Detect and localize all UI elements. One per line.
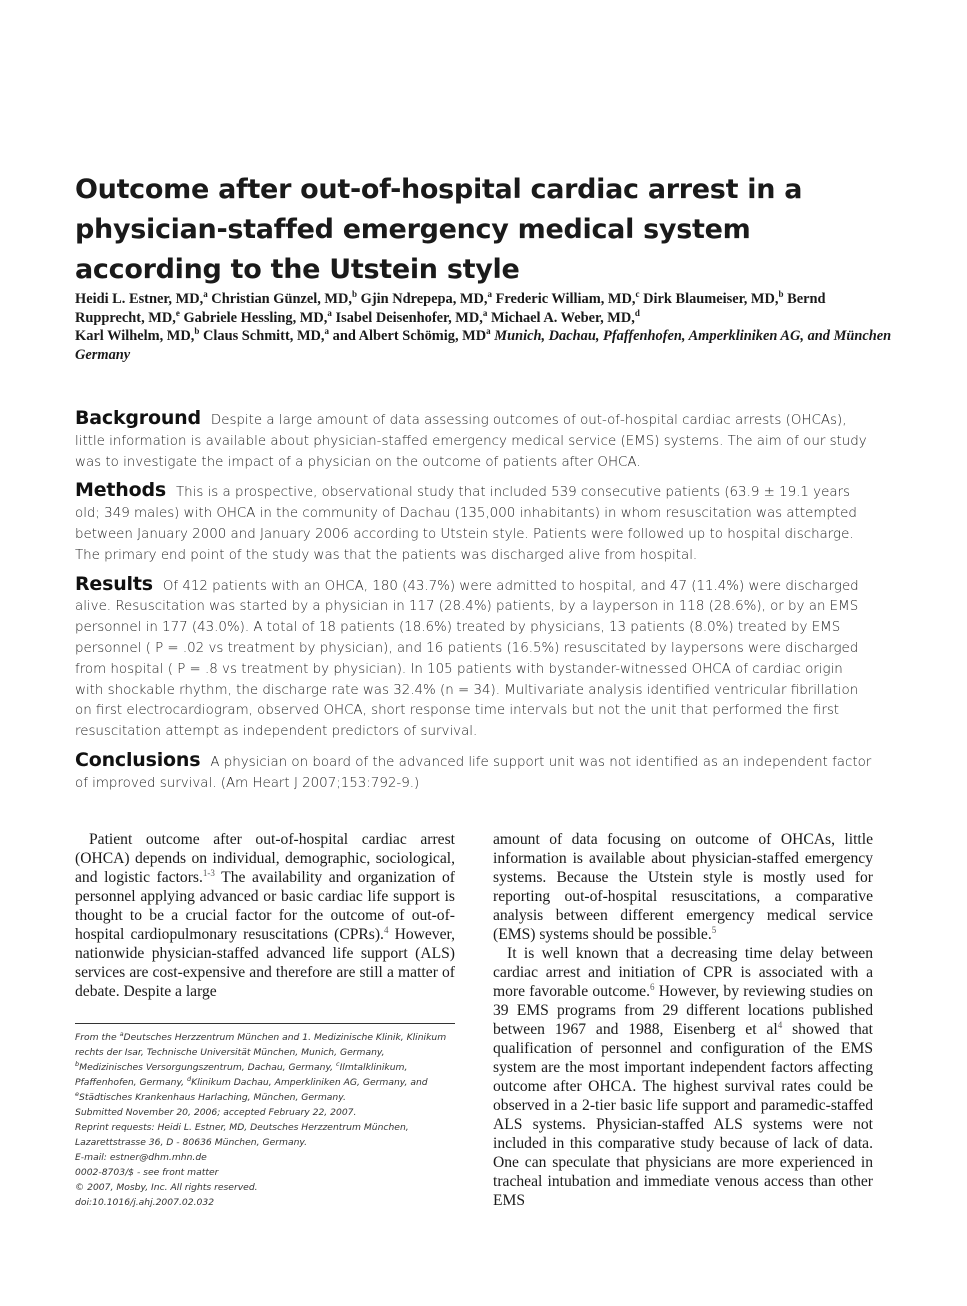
body-text: However, nationwide physician-staffed advanced life support (ALS) services are cost-expensive and therefore are still a matter of debate. Despite a large [75, 926, 455, 1000]
footnote-reprint: Reprint requests: Heidi L. Estner, MD, Deutsches Herzzentrum München, Lazarettstrasse 36, D - 80636 München, Germany. [75, 1122, 409, 1148]
author-name: Karl Wilhelm, MD, [75, 328, 195, 344]
author-name: Bernd Rupprecht, MD, [75, 291, 826, 326]
citation-link[interactable]: 4 [383, 924, 389, 935]
author-affiliation-mark: c [635, 289, 640, 300]
author-affiliations: Munich, Dachau, Pfaffenhofen, Amperkliniken AG, and München Germany [75, 328, 892, 363]
author-name: and Albert Schömig, MD [332, 328, 487, 344]
author-name: Michael A. Weber, MD, [490, 309, 635, 326]
body-paragraph [493, 944, 873, 1210]
body-paragraph [75, 830, 455, 1001]
footnote-doi[interactable]: doi:10.1016/j.ahj.2007.02.032 [75, 1197, 215, 1208]
author-name: Christian Günzel, MD, [211, 291, 353, 307]
abstract-results [75, 574, 875, 743]
author-name: Frederic William, MD, [495, 291, 636, 307]
author-affiliation-mark: a [324, 326, 330, 337]
body-text: Patient outcome after out-of-hospital cardiac arrest (OHCA) depends on individual, demographic, sociological, and logistic factors. [75, 831, 455, 886]
abstract-conclusions-heading: Conclusions [75, 748, 201, 771]
abstract-background-text: Despite a large amount of data assessing outcomes of out-of-hospital cardiac arrests (OHCAs), little information is available about physician-staffed emergency medical service (EMS) systems. The aim of our study was to investigate the impact of a physician on the outcome of patients after OHCA. [75, 413, 867, 470]
body-text: showed that qualification of personnel and configuration of the EMS system are the most important independent factors affecting outcome after OHCA. The highest survival rates could be observed in a 2-tier basic life support and paramedic-staffed ALS systems. Physician-staffed ALS systems were not included in this comparative study because of lack of data. One can speculate that physicians are more experienced in tracheal intubation and immediate venous access than other EMS [493, 1021, 873, 1209]
affiliation-mark: a [119, 1029, 124, 1038]
abstract-background [75, 408, 875, 473]
footnote-text: Klinikum Dachau, Amperkliniken AG, Germany, and [191, 1077, 428, 1088]
body-column-right [493, 830, 873, 1210]
author-affiliation-mark: b [194, 326, 200, 337]
abstract-methods-text: This is a prospective, observational study that included 539 consecutive patients (63.9 ± 19.1 years old; 349 males) with OHCA in the community of Dachau (135,000 inhabitants) in whom resuscitation was attempted between January 2000 and January 2006 according to Utstein style. Patients were followed up to hospital discharge. The primary end point of the study was that the patients was discharged alive from hospital. [75, 485, 857, 563]
author-affiliation-mark: a [482, 307, 488, 318]
footnote-text: Medizinisches Versorgungszentrum, Dachau, Germany, [79, 1062, 337, 1073]
author-name: Isabel Deisenhofer, MD, [335, 309, 483, 326]
abstract-methods-heading: Methods [75, 479, 166, 502]
citation-link[interactable]: 4 [777, 1019, 783, 1030]
author-name: Claus Schmitt, MD, [203, 328, 325, 344]
citation-link[interactable]: 6 [650, 981, 655, 992]
affiliation-mark: c [336, 1059, 340, 1068]
author-affiliation-mark: b [352, 289, 358, 300]
body-text: The availability and organization of personnel applying advanced or basic cardiac life support is thought to be a crucial factor for the outcome of out-of-hospital cardiopulmonary resuscitations (CPRs). [75, 869, 455, 943]
footnote-issn: 0002-8703/$ - see front matter [75, 1167, 219, 1178]
footnote-affiliations [75, 1030, 455, 1105]
footnote-text: Deutsches Herzzentrum München and 1. Medizinische Klinik, Klinikum rechts der Isar, Technische Universität München, Munich, Germany, [75, 1032, 447, 1058]
citation-link[interactable]: 1-3 [202, 867, 215, 878]
footnote-copyright: © 2007, Mosby, Inc. All rights reserved. [75, 1182, 258, 1193]
abstract-conclusions [75, 750, 875, 795]
author-affiliation-mark: d [634, 307, 640, 318]
footnotes [75, 1030, 455, 1210]
abstract-conclusions-text: A physician on board of the advanced life support unit was not identified as an independent factor of improved survival. (Am Heart J 2007;153:792-9.) [75, 754, 872, 791]
author-affiliation-mark: a [486, 326, 491, 337]
article-title: Outcome after out-of-hospital cardiac arrest in a physician-staffed emergency medical system according to the Utstein style [75, 174, 803, 285]
body-text: It is well known that a decreasing time delay between cardiac arrest and initiation of CPR is associated with a more favorable outcome. [493, 945, 873, 1000]
footnote-text: Ilmtalklinikum, Pfaffenhofen, Germany, [75, 1062, 408, 1088]
footnote-divider [75, 1023, 455, 1024]
affiliation-mark: e [75, 1089, 79, 1098]
author-affiliation-mark: a [327, 307, 332, 318]
affiliation-mark: b [75, 1059, 80, 1068]
abstract-background-heading: Background [75, 407, 201, 429]
author-name: Heidi L. Estner, MD, [75, 291, 204, 307]
footnote-email[interactable]: E-mail: estner@dhm.mhn.de [75, 1152, 207, 1163]
abstract-results-text: Of 412 patients with an OHCA, 180 (43.7%) were admitted to hospital, and 47 (11.4%) were discharged alive. Resuscitation was started by a physician in 117 (28.4%) patients, by a layperson in 118 (28.6%), or by an EMS personnel in 177 (43.0%). A total of 18 patients (18.6%) treated by physicians, 13 patients (8.0%) treated by EMS personnel ( P = .02 vs treatment by physician), and 16 patients (16.5%) resuscitated by laypersons were discharged from hospital ( P = .8 vs treatment by physician). In 105 patients with bystander-witnessed OHCA of cardiac origin with shockable rhythm, the discharge rate was 32.4% (n = 34). Multivariate analysis identified ventricular fibrillation on first electrocardiogram, observed OHCA, short response time intervals but not the unit that performed the first resuscitation attempt as independent predictors of survival. [75, 578, 859, 740]
author-affiliation-mark: a [203, 289, 208, 300]
footnote-text: Städtisches Krankenhaus Harlaching, München, Germany. [79, 1092, 346, 1103]
footnote-submitted: Submitted November 20, 2006; accepted February 22, 2007. [75, 1107, 357, 1118]
citation-link[interactable]: 5 [711, 924, 717, 935]
body-text: However, by reviewing studies on 39 EMS programs from 29 different locations published between 1967 and 1988, Eisenberg et al [493, 983, 873, 1038]
body-column-left [75, 830, 455, 1001]
abstract-methods [75, 480, 875, 566]
footnote-text: From the [75, 1032, 120, 1043]
author-affiliation-mark: a [487, 289, 492, 300]
author-affiliation-mark: e [175, 307, 180, 318]
author-name: Dirk Blaumeiser, MD, [643, 291, 779, 307]
author-list [75, 290, 895, 364]
abstract-results-heading: Results [75, 572, 153, 595]
affiliation-mark: d [187, 1074, 192, 1083]
author-name: Gabriele Hessling, MD, [183, 309, 328, 326]
body-text: amount of data focusing on outcome of OHCAs, little information is available about physician-staffed emergency systems. Because the Utstein style is mostly used for reporting out-of-hospital resuscitations, a comparative analysis between different emergency medical service (EMS) systems should be possible. [493, 831, 873, 943]
author-name: Gjin Ndrepepa, MD, [360, 291, 488, 307]
abstract [75, 408, 875, 802]
body-paragraph [493, 830, 873, 944]
author-affiliation-mark: b [778, 289, 784, 300]
